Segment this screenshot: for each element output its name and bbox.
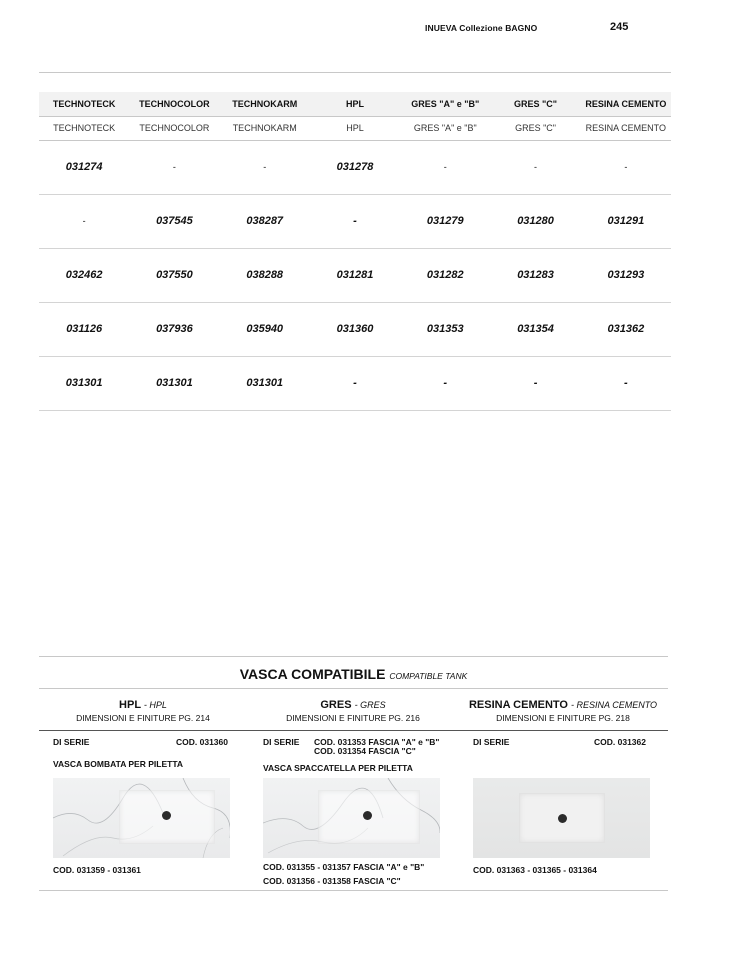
serie-code-2: COD. 031354 FASCIA "C" [314, 746, 416, 756]
table-cell: 031293 [581, 248, 671, 302]
basin-description: VASCA SPACCATELLA PER PILETTA [263, 763, 413, 773]
serie-label: DI SERIE [473, 737, 510, 747]
table-cell: 031279 [400, 194, 490, 248]
vasca-col-dims: DIMENSIONI E FINITURE PG. 216 [286, 713, 420, 723]
section-divider-dark [39, 730, 668, 731]
top-divider [39, 72, 671, 73]
basin-description: VASCA BOMBATA PER PILETTA [53, 759, 184, 769]
vasca-col-name: RESINA CEMENTO [468, 699, 568, 711]
table-cell: - [39, 194, 129, 248]
drain-icon [162, 811, 171, 820]
subheader-cell: TECHNOCOLOR [129, 116, 219, 140]
table-cell: - [581, 356, 671, 410]
table-cell: - [220, 140, 310, 194]
section-divider-top [39, 656, 668, 657]
table-cell: 031362 [581, 302, 671, 356]
table-cell: 037545 [129, 194, 219, 248]
table-cell: 031354 [490, 302, 580, 356]
table-row [39, 140, 671, 194]
column-header: HPL [310, 92, 400, 116]
subheader-cell: GRES "C" [490, 116, 580, 140]
section-title-sub: COMPATIBLE TANK [389, 671, 468, 681]
serie-code: COD. 031353 FASCIA "A" e "B" [314, 737, 440, 747]
table-cell: 031126 [39, 302, 129, 356]
drain-icon [558, 814, 567, 823]
column-header: TECHNOKARM [220, 92, 310, 116]
serie-label: DI SERIE [53, 737, 90, 747]
column-header: TECHNOTECK [39, 92, 129, 116]
codes-table [39, 92, 671, 411]
table-cell: 031281 [310, 248, 400, 302]
table-cell: - [490, 356, 580, 410]
table-row [39, 302, 671, 356]
basin-image-resina [473, 778, 650, 858]
table-cell: - [581, 140, 671, 194]
table-cell: - [310, 356, 400, 410]
vasca-col-title [43, 699, 243, 711]
section-title [39, 666, 668, 682]
table-row [39, 194, 671, 248]
table-subheader-row [39, 116, 671, 140]
table-cell: 031282 [400, 248, 490, 302]
basin-codes: COD. 031355 - 031357 FASCIA "A" e "B" [263, 862, 425, 872]
serie-label: DI SERIE [263, 737, 300, 747]
basin-codes: COD. 031363 - 031365 - 031364 [473, 865, 597, 875]
header-title: INUEVA Collezione BAGNO [425, 23, 538, 33]
vasca-col-hpl-heading [43, 699, 243, 723]
basin-codes: COD. 031359 - 031361 [53, 865, 141, 875]
table-cell: 035940 [220, 302, 310, 356]
subheader-cell: RESINA CEMENTO [581, 116, 671, 140]
table-row [39, 356, 671, 410]
table-row [39, 248, 671, 302]
table-cell: 038287 [220, 194, 310, 248]
vasca-col-name-it: - GRES [354, 700, 386, 710]
page-number: 245 [610, 21, 629, 33]
serie-code: COD. 031360 [176, 737, 228, 747]
table-cell: 038288 [220, 248, 310, 302]
table-cell: 037936 [129, 302, 219, 356]
table-header-row [39, 92, 671, 116]
drain-icon [363, 811, 372, 820]
vasca-col-dims: DIMENSIONI E FINITURE PG. 218 [496, 713, 630, 723]
table-cell: 031301 [220, 356, 310, 410]
column-header: GRES "A" e "B" [400, 92, 490, 116]
section-title-main: VASCA COMPATIBILE [239, 666, 386, 682]
subheader-cell: TECHNOTECK [39, 116, 129, 140]
vasca-col-dims: DIMENSIONI E FINITURE PG. 214 [76, 713, 210, 723]
section-divider-mid [39, 688, 668, 689]
table-cell: 031274 [39, 140, 129, 194]
table-cell: 037550 [129, 248, 219, 302]
table-cell: - [129, 140, 219, 194]
table-cell: - [490, 140, 580, 194]
table-cell: 031278 [310, 140, 400, 194]
table-cell: 031301 [129, 356, 219, 410]
subheader-cell: GRES "A" e "B" [400, 116, 490, 140]
basin-codes-2: COD. 031356 - 031358 FASCIA "C" [263, 876, 401, 886]
column-header: RESINA CEMENTO [581, 92, 671, 116]
vasca-col-name-it: - RESINA CEMENTO [571, 700, 658, 710]
vasca-col-title [458, 699, 668, 711]
basin-image-gres [263, 778, 440, 858]
subheader-cell: HPL [310, 116, 400, 140]
column-header: TECHNOCOLOR [129, 92, 219, 116]
vasca-col-title [253, 699, 453, 711]
table-cell: 031301 [39, 356, 129, 410]
subheader-cell: TECHNOKARM [220, 116, 310, 140]
vasca-col-name-it: - HPL [143, 700, 167, 710]
table-cell: 031280 [490, 194, 580, 248]
column-header: GRES "C" [490, 92, 580, 116]
table-cell: 031283 [490, 248, 580, 302]
serie-code: COD. 031362 [594, 737, 646, 747]
table-cell: 032462 [39, 248, 129, 302]
table-cell: 031360 [310, 302, 400, 356]
vasca-col-gres-heading [253, 699, 453, 723]
vasca-col-name: HPL [119, 699, 141, 711]
table-cell: - [400, 140, 490, 194]
table-cell: 031353 [400, 302, 490, 356]
table-cell: - [310, 194, 400, 248]
vasca-col-name: GRES [320, 699, 352, 711]
vasca-col-resina-heading [458, 699, 668, 723]
table-cell: 031291 [581, 194, 671, 248]
section-divider-bottom [39, 890, 668, 891]
table-cell: - [400, 356, 490, 410]
basin-image-hpl [53, 778, 230, 858]
